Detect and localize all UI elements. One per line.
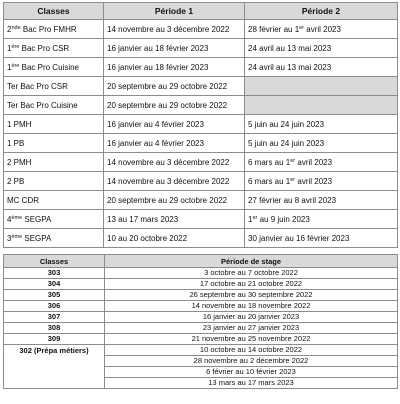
class-name: 4 bbox=[7, 214, 12, 224]
table-row bbox=[4, 290, 398, 301]
table-row bbox=[4, 153, 398, 172]
stage-periods-table-lycee bbox=[3, 2, 398, 248]
class-cell bbox=[4, 58, 104, 77]
class-name: 3 bbox=[7, 233, 12, 243]
table-row bbox=[4, 39, 398, 58]
header-periode-2: Période 2 bbox=[245, 3, 398, 20]
table-row bbox=[4, 172, 398, 191]
periode-2-cell bbox=[245, 153, 398, 172]
periode-2-cell bbox=[245, 20, 398, 39]
header-classes: Classes bbox=[4, 3, 104, 20]
table-row bbox=[4, 20, 398, 39]
class-name: 2 PB bbox=[7, 176, 25, 186]
class-superscript: nde bbox=[11, 24, 21, 31]
table-header-row bbox=[4, 255, 398, 268]
class-cell bbox=[4, 134, 104, 153]
stage-period-cell: 13 mars au 17 mars 2023 bbox=[105, 378, 398, 389]
periode-1-cell: 13 au 17 mars 2023 bbox=[104, 210, 245, 229]
periode-2-superscript: er bbox=[252, 214, 258, 221]
table-row bbox=[4, 301, 398, 312]
periode-2-text: 6 mars au 1 bbox=[248, 157, 291, 167]
periode-2-text: 28 février au 1 bbox=[248, 24, 300, 34]
periode-2-cell bbox=[245, 210, 398, 229]
class-cell bbox=[4, 191, 104, 210]
periode-2-cell bbox=[245, 191, 398, 210]
periode-1-cell: 20 septembre au 29 octobre 2022 bbox=[104, 77, 245, 96]
periode-2-cell bbox=[245, 115, 398, 134]
header-periode-1: Période 1 bbox=[104, 3, 245, 20]
stage-periods-table-college bbox=[3, 254, 398, 389]
table-row bbox=[4, 279, 398, 290]
periode-1-cell: 14 novembre au 3 décembre 2022 bbox=[104, 172, 245, 191]
periode-1-cell: 14 novembre au 3 décembre 2022 bbox=[104, 20, 245, 39]
stage-period-cell: 17 octobre au 21 octobre 2022 bbox=[105, 279, 398, 290]
periode-2-text: 5 juin au 24 juin 2023 bbox=[248, 138, 325, 148]
class-cell bbox=[4, 115, 104, 134]
periode-2-text: 5 juin au 24 juin 2023 bbox=[248, 119, 325, 129]
class-name-rest: SEGPA bbox=[22, 214, 52, 224]
periode-2-cell bbox=[245, 229, 398, 248]
stage-period-cell: 3 octobre au 7 octobre 2022 bbox=[105, 268, 398, 279]
class-cell: 308 bbox=[4, 323, 105, 334]
class-cell bbox=[4, 20, 104, 39]
table-row bbox=[4, 312, 398, 323]
table-row bbox=[4, 229, 398, 248]
periode-2-superscript: er bbox=[299, 24, 305, 31]
periode-1-cell: 16 janvier au 4 février 2023 bbox=[104, 115, 245, 134]
periode-1-cell: 16 janvier au 4 février 2023 bbox=[104, 134, 245, 153]
class-cell bbox=[4, 210, 104, 229]
class-cell bbox=[4, 39, 104, 58]
periode-1-cell: 20 septembre au 29 octobre 2022 bbox=[104, 191, 245, 210]
table-header-row bbox=[4, 3, 398, 20]
class-cell bbox=[4, 153, 104, 172]
periode-1-cell: 20 septembre au 29 octobre 2022 bbox=[104, 96, 245, 115]
class-cell: 309 bbox=[4, 334, 105, 345]
stage-period-cell: 10 octobre au 14 octobre 2022 bbox=[105, 345, 398, 356]
stage-period-cell: 28 novembre au 2 décembre 2022 bbox=[105, 356, 398, 367]
class-cell: 306 bbox=[4, 301, 105, 312]
class-name: 2 bbox=[7, 24, 12, 34]
table-row bbox=[4, 134, 398, 153]
class-name: 1 PB bbox=[7, 138, 25, 148]
periode-2-cell bbox=[245, 96, 398, 115]
table-row bbox=[4, 345, 398, 356]
periode-2-cell bbox=[245, 58, 398, 77]
periode-1-cell: 10 au 20 octobre 2022 bbox=[104, 229, 245, 248]
periode-2-cell bbox=[245, 172, 398, 191]
class-cell: 305 bbox=[4, 290, 105, 301]
class-cell-merged: 302 (Prépa métiers) bbox=[4, 345, 105, 389]
header-classes: Classes bbox=[4, 255, 105, 268]
table-row bbox=[4, 115, 398, 134]
periode-2-text: 27 février au 8 avril 2023 bbox=[248, 195, 337, 205]
periode-2-text: 24 avril au 13 mai 2023 bbox=[248, 62, 332, 72]
class-cell: 304 bbox=[4, 279, 105, 290]
class-cell: 303 bbox=[4, 268, 105, 279]
class-cell bbox=[4, 96, 104, 115]
table-row bbox=[4, 210, 398, 229]
class-name-rest: Bac Pro Cuisine bbox=[19, 62, 79, 72]
periode-2-text-rest: avril 2023 bbox=[304, 24, 341, 34]
periode-2-text-rest: avril 2023 bbox=[295, 157, 333, 167]
stage-period-cell: 6 février au 10 février 2023 bbox=[105, 367, 398, 378]
class-cell bbox=[4, 229, 104, 248]
table-row bbox=[4, 58, 398, 77]
class-superscript: ère bbox=[11, 43, 20, 50]
class-superscript: ème bbox=[11, 214, 23, 221]
class-name: Ter Bac Pro Cuisine bbox=[7, 100, 78, 110]
class-superscript: ème bbox=[11, 233, 23, 240]
class-superscript: ère bbox=[11, 62, 20, 69]
class-name-rest: Bac Pro CSR bbox=[19, 43, 70, 53]
table-row bbox=[4, 323, 398, 334]
class-name: Ter Bac Pro CSR bbox=[7, 81, 68, 91]
periode-2-text: 30 janvier au 16 février 2023 bbox=[248, 233, 350, 243]
stage-period-cell: 16 janvier au 20 janvier 2023 bbox=[105, 312, 398, 323]
periode-2-text-rest: au 9 juin 2023 bbox=[257, 214, 310, 224]
periode-2-cell bbox=[245, 39, 398, 58]
periode-1-cell: 16 janvier au 18 février 2023 bbox=[104, 39, 245, 58]
periode-2-text: 1 bbox=[248, 214, 253, 224]
table-row bbox=[4, 334, 398, 345]
periode-1-cell: 16 janvier au 18 février 2023 bbox=[104, 58, 245, 77]
periode-2-cell bbox=[245, 134, 398, 153]
periode-2-text: 24 avril au 13 mai 2023 bbox=[248, 43, 332, 53]
class-cell bbox=[4, 172, 104, 191]
table-row bbox=[4, 191, 398, 210]
class-name: 1 bbox=[7, 43, 12, 53]
class-cell: 307 bbox=[4, 312, 105, 323]
class-name-rest: SEGPA bbox=[22, 233, 52, 243]
stage-period-cell: 21 novembre au 25 novembre 2022 bbox=[105, 334, 398, 345]
table-row bbox=[4, 77, 398, 96]
stage-period-cell: 14 novembre au 18 novembre 2022 bbox=[105, 301, 398, 312]
class-name-rest: Bac Pro FMHR bbox=[20, 24, 77, 34]
stage-period-cell: 26 septembre au 30 septembre 2022 bbox=[105, 290, 398, 301]
class-cell bbox=[4, 77, 104, 96]
table-row bbox=[4, 268, 398, 279]
periode-2-superscript: er bbox=[290, 176, 296, 183]
class-name: 1 bbox=[7, 62, 12, 72]
class-name: 2 PMH bbox=[7, 157, 32, 167]
periode-2-text: 6 mars au 1 bbox=[248, 176, 291, 186]
periode-1-cell: 14 novembre au 3 décembre 2022 bbox=[104, 153, 245, 172]
header-periode-de-stage: Période de stage bbox=[105, 255, 398, 268]
class-name: 1 PMH bbox=[7, 119, 32, 129]
stage-period-cell: 23 janvier au 27 janvier 2023 bbox=[105, 323, 398, 334]
table-row bbox=[4, 96, 398, 115]
periode-2-cell bbox=[245, 77, 398, 96]
periode-2-superscript: er bbox=[290, 157, 296, 164]
periode-2-text-rest: avril 2023 bbox=[295, 176, 333, 186]
class-name: MC CDR bbox=[7, 195, 39, 205]
